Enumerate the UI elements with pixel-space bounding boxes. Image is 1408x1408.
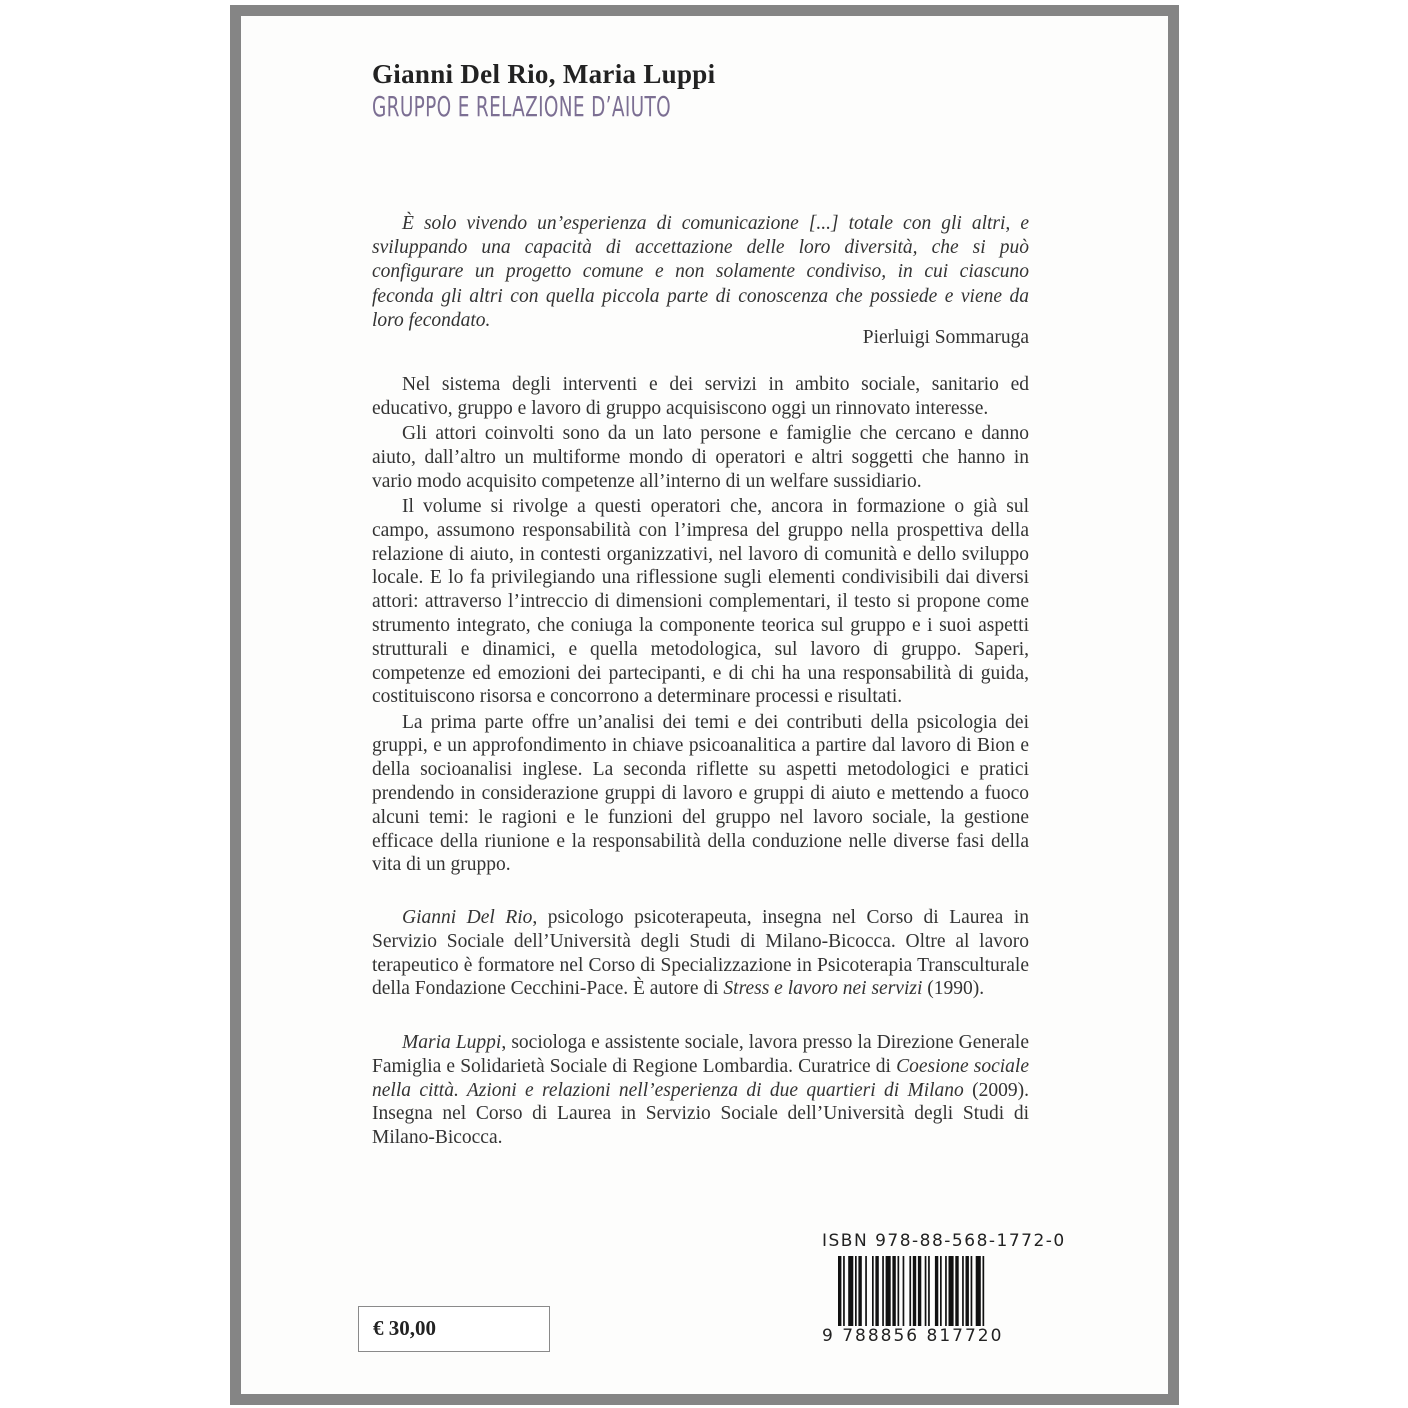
bio-text: , sociologa e assistente sociale, lavora presso la Direzione Generale Famiglia e Solidarietà Sociale di Regione Lombardia. Curatrice di — [372, 1032, 1030, 1077]
barcode-bar — [848, 1256, 853, 1326]
author-bio-del-rio — [372, 906, 1029, 1001]
barcode-bar — [949, 1256, 954, 1326]
barcode-bar — [903, 1256, 905, 1326]
barcode-bar — [918, 1256, 921, 1326]
barcode-bar — [925, 1256, 927, 1326]
bio-name: Maria Luppi — [402, 1032, 502, 1053]
barcode-bar — [976, 1256, 981, 1326]
bio-text-end: (1990). — [922, 978, 985, 1000]
barcode-number: 9 788856 817720 — [822, 1326, 1004, 1346]
barcode-bar — [858, 1256, 861, 1326]
barcode-bar — [875, 1256, 878, 1326]
barcode-bar — [865, 1256, 867, 1326]
barcode-bar — [843, 1256, 845, 1326]
book-authors: Gianni Del Rio, Maria Luppi — [372, 59, 716, 89]
barcode-bar — [945, 1256, 947, 1326]
bio-text-end: (2009). Insegna nel Corso di Laurea in Servizio Sociale dell’Università degli Studi di Milano-Bicocca. — [372, 1079, 1029, 1149]
barcode-bar — [872, 1256, 874, 1326]
barcode-bar — [962, 1256, 964, 1326]
blurb-paragraph-2: Gli attori coinvolti sono da un lato persone e famiglie che cercano e danno aiuto, dall’altro un multiforme mondo di operatori e altri soggetti che hanno in vario modo acquisito competenze all’interno di un welfare sussidiario. — [372, 423, 1029, 492]
barcode-bar — [855, 1256, 857, 1326]
barcode-bar — [928, 1256, 930, 1326]
barcode-bar — [882, 1256, 884, 1326]
bio-name: Gianni Del Rio — [402, 907, 533, 928]
barcode-bar — [892, 1256, 895, 1326]
barcode-bar — [983, 1256, 985, 1326]
barcode-bar — [955, 1256, 958, 1326]
barcode-bar — [838, 1256, 841, 1326]
author-bio-luppi — [372, 1031, 1029, 1150]
quote-text: È solo vivendo un’esperienza di comunicazione [...] totale con gli altri, e sviluppando una capacità di accettazione delle loro diversità, che si può configurare un progetto comune e non solamente condiviso, in cui ciascuno feconda gli altri con quella piccola parte di conoscenza che possiede e viene da loro fecondato. — [372, 213, 1029, 331]
barcode-bar — [909, 1256, 911, 1326]
epigraph-quote — [372, 212, 1029, 333]
bio-text: , psicologo psicoterapeuta, insegna nel Corso di Laurea in Servizio Sociale dell’Università degli Studi di Milano-Bicocca. Oltre al lavoro terapeutico è formatore nel Corso di Specializzazione in Psicoterapia Transculturale della Fondazione Cecchini-Pace. È autore di — [372, 907, 1030, 1000]
barcode-bar — [935, 1256, 938, 1326]
price-label: € 30,00 — [373, 1316, 436, 1340]
blurb-paragraph-1: Nel sistema degli interventi e dei servizi in ambito sociale, sanitario ed educativo, gruppo e lavoro di gruppo acquisiscono oggi un rinnovato interesse. — [372, 374, 1029, 419]
barcode-bar — [898, 1256, 900, 1326]
blurb-paragraph-3: Il volume si rivolge a questi operatori che, ancora in formazione o già sul campo, assumono responsabilità con l’impresa del gruppo nella prospettiva della relazione di aiuto, in contesti organizzativi, nel lavoro di comunità e dello sviluppo locale. E lo fa privilegiando una riflessione sugli elementi condivisibili dai diversi attori: attraverso l’intreccio di dimensioni complementari, il testo si propone come strumento integrato, che coniuga la componente teorica sul gruppo e i suoi aspetti strutturali e dinamici, e quella metodologica, sul lavoro di gruppo. Saperi, competenze ed emozioni dei partecipanti, e di chi ha una responsabilità di guida, costituiscono risorsa e concorrono a determinare processi e risultati. — [372, 495, 1029, 708]
isbn-label: ISBN 978-88-568-1772-0 — [822, 1231, 1066, 1251]
barcode — [838, 1256, 1033, 1326]
barcode-bar — [913, 1256, 916, 1326]
bio-book-title: Coesione sociale nella città. Azioni e relazioni nell’esperienza di due quartieri di Milano — [372, 1055, 1030, 1101]
quote-author: Pierluigi Sommaruga — [862, 327, 1029, 348]
blurb — [372, 373, 1029, 879]
barcode-bar — [971, 1256, 973, 1326]
book-title: GRUPPO E RELAZIONE D’AIUTO — [372, 90, 671, 123]
barcode-bar — [966, 1256, 969, 1326]
blurb-paragraph-4: La prima parte offre un’analisi dei temi e dei contributi della psicologia dei gruppi, e un approfondimento in chiave psicoanalitica a partire dal lavoro di Bion e della socioanalisi inglese. La seconda riflette su aspetti metodologici e pratici prendendo in considerazione gruppi di lavoro e gruppi di aiuto e mettendo a fuoco alcuni temi: le ragioni e le funzioni del gruppo nel lavoro sociale, la gestione efficace della riunione e la responsabilità della conduzione nelle diverse fasi della vita di un gruppo. — [372, 711, 1029, 876]
barcode-bar — [886, 1256, 891, 1326]
bio-book-title: Stress e lavoro nei servizi — [723, 978, 923, 1000]
barcode-bar — [940, 1256, 942, 1326]
